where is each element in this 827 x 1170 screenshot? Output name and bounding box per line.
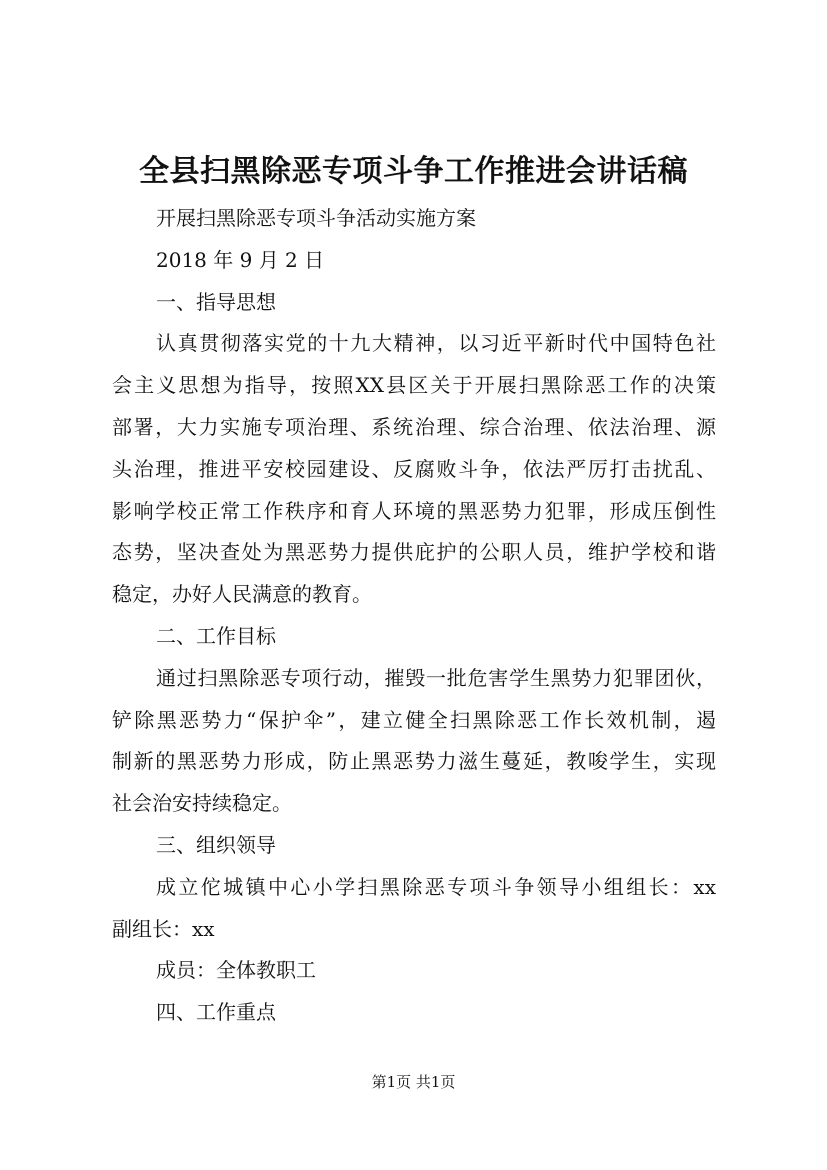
section-heading-guiding-ideology: 一、指导思想 (156, 289, 276, 314)
paragraph-line: 态势，坚决查处为黑恶势力提供庇护的公职人员，维护学校和谐 (112, 540, 716, 565)
paragraph-line: 社会治安持续稳定。 (112, 791, 292, 816)
paragraph-line: 头治理，推进平安校园建设、反腐败斗争，依法严厉打击扰乱、 (112, 456, 716, 481)
paragraph-line: 通过扫黑除恶专项行动，摧毁一批危害学生黑势力犯罪团伙， (156, 665, 716, 690)
document-subtitle: 开展扫黑除恶专项斗争活动实施方案 (156, 206, 476, 230)
document-title: 全县扫黑除恶专项斗争工作推进会讲话稿 (139, 154, 688, 189)
document-body (112, 198, 716, 1034)
document-date: 2018 年 9 月 2 日 (156, 247, 325, 272)
paragraph-line: 副组长：xx (112, 916, 215, 941)
page-footer: 第1页 共1页 (371, 1073, 456, 1091)
paragraph-line: 影响学校正常工作秩序和育人环境的黑恶势力犯罪，形成压倒性 (112, 498, 716, 523)
paragraph-line: 铲除黑恶势力“保护伞”，建立健全扫黑除恶工作长效机制，遏 (112, 707, 716, 732)
section-heading-work-focus: 四、工作重点 (156, 1000, 276, 1025)
paragraph-line: 成立佗城镇中心小学扫黑除恶专项斗争领导小组组长：xx (156, 874, 716, 899)
paragraph-line: 认真贯彻落实党的十九大精神，以习近平新时代中国特色社 (156, 331, 716, 356)
members-line: 成员：全体教职工 (156, 958, 316, 983)
paragraph-line: 制新的黑恶势力形成，防止黑恶势力滋生蔓延，教唆学生，实现 (112, 749, 716, 774)
section-heading-organization: 三、组织领导 (156, 832, 276, 857)
section-heading-work-goals: 二、工作目标 (156, 623, 276, 648)
paragraph-line: 部署，大力实施专项治理、系统治理、综合治理、依法治理、源 (112, 414, 716, 439)
paragraph-line: 会主义思想为指导，按照XX县区关于开展扫黑除恶工作的决策 (112, 373, 716, 398)
paragraph-line: 稳定，办好人民满意的教育。 (112, 582, 372, 607)
